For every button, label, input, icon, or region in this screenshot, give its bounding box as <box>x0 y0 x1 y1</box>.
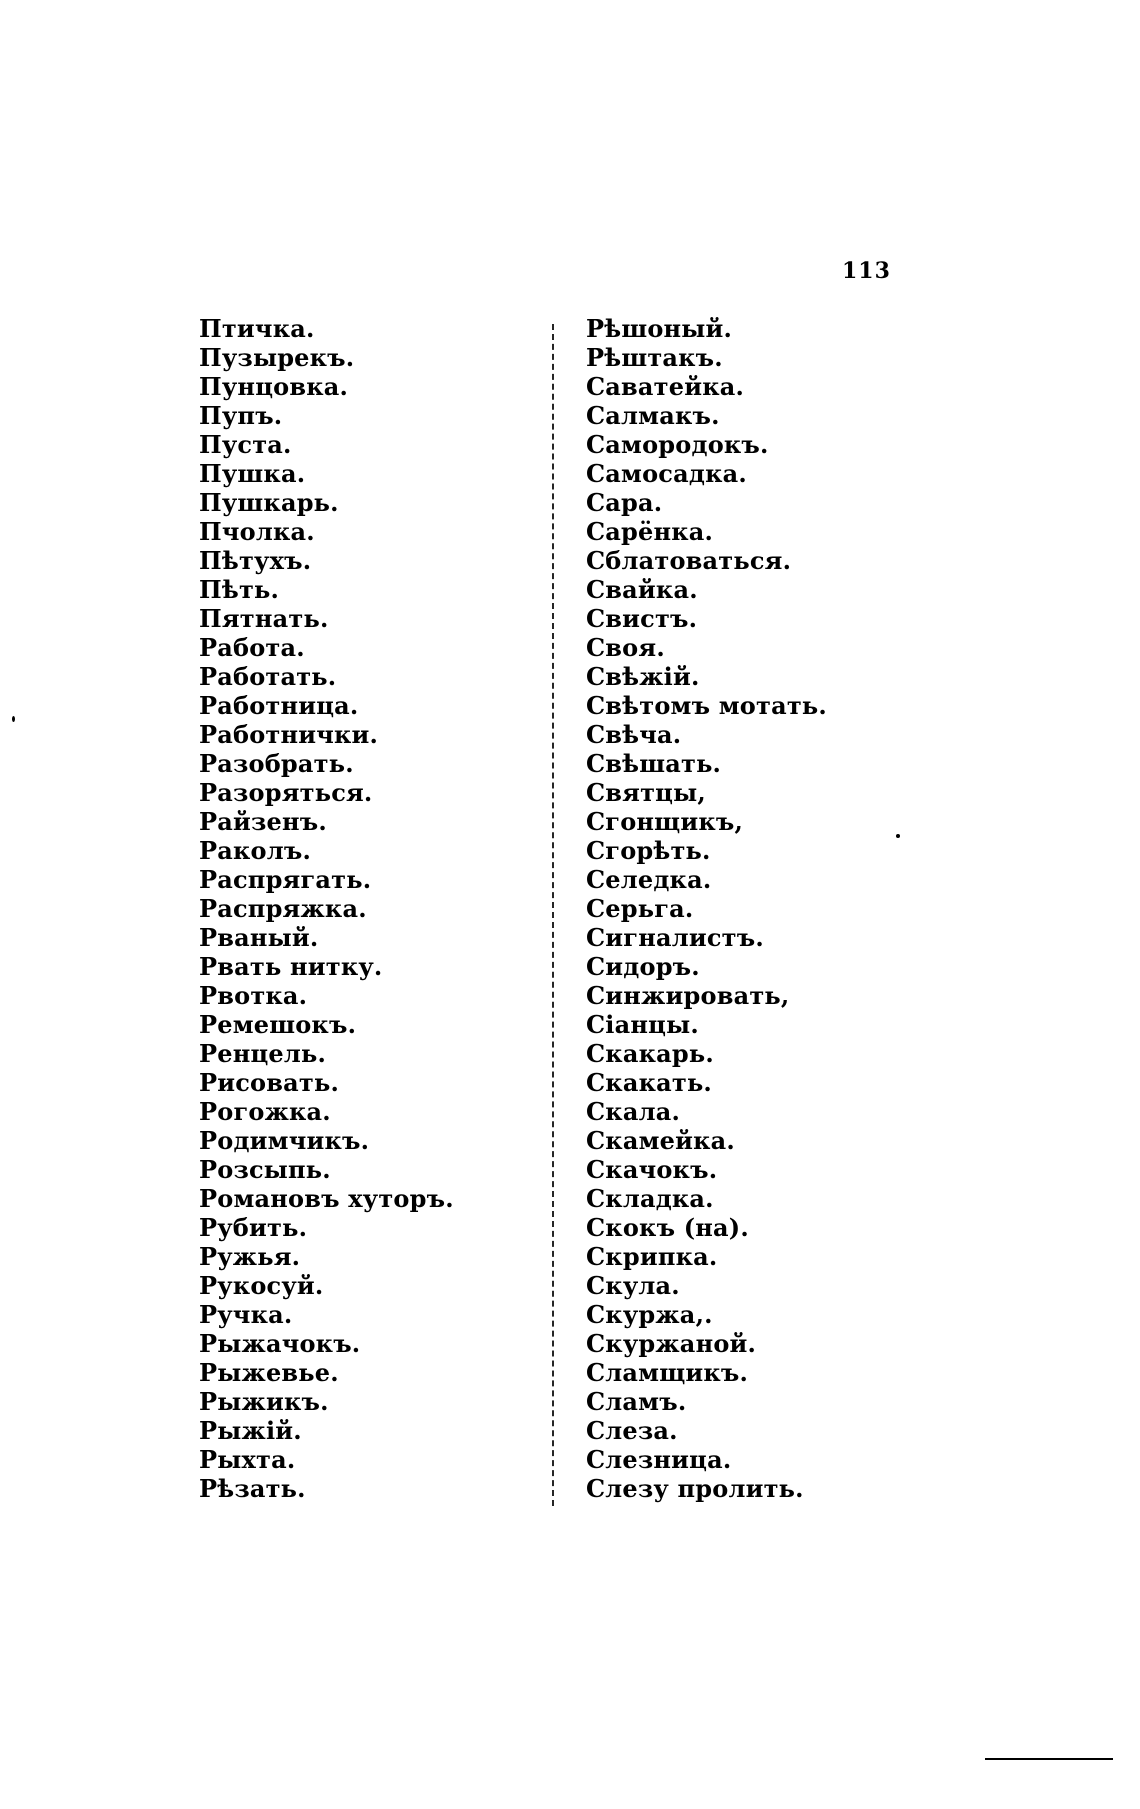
scan-speck <box>896 834 900 838</box>
word-entry: Свѣшать. <box>586 749 722 778</box>
word-entry: Сгонщикъ, <box>586 807 744 836</box>
word-entry: Скакарь. <box>586 1039 714 1068</box>
word-entry: Синжировать, <box>586 981 790 1010</box>
word-entry: Ренцель. <box>199 1039 327 1068</box>
word-entry: Рвотка. <box>199 981 308 1010</box>
word-entry: Самородокъ. <box>586 430 769 459</box>
word-entry: Сигналистъ. <box>586 923 764 952</box>
word-entry: Своя. <box>586 633 665 662</box>
word-entry: Рыжій. <box>199 1416 302 1445</box>
column-divider <box>552 324 554 1506</box>
word-entry: Рыжикъ. <box>199 1387 329 1416</box>
word-entry: Свистъ. <box>586 604 698 633</box>
word-entry: Сгорѣть. <box>586 836 711 865</box>
word-entry: Пушкарь. <box>199 488 339 517</box>
word-entry: Розсыпь. <box>199 1155 331 1184</box>
word-entry: Свайка. <box>586 575 698 604</box>
word-entry: Рѣзать. <box>199 1474 306 1503</box>
word-entry: Сламщикъ. <box>586 1358 749 1387</box>
word-entry: Слеза. <box>586 1416 678 1445</box>
word-entry: Работа. <box>199 633 305 662</box>
word-entry: Пѣть. <box>199 575 280 604</box>
word-entry: Сарёнка. <box>586 517 714 546</box>
word-entry: Рыжачокъ. <box>199 1329 361 1358</box>
word-entry: Ружья. <box>199 1242 301 1271</box>
word-entry: Рисовать. <box>199 1068 340 1097</box>
word-entry: Пятнать. <box>199 604 329 633</box>
word-entry: Рваный. <box>199 923 319 952</box>
left-word-column <box>199 314 454 1503</box>
scan-speck <box>12 716 15 722</box>
word-entry: Сблатоваться. <box>586 546 792 575</box>
word-entry: Рѣшоный. <box>586 314 733 343</box>
right-word-column <box>586 314 827 1503</box>
word-entry: Скокъ (на). <box>586 1213 749 1242</box>
word-entry: Пѣтухъ. <box>199 546 312 575</box>
word-entry: Складка. <box>586 1184 714 1213</box>
word-entry: Скала. <box>586 1097 681 1126</box>
word-entry: Слезу пролить. <box>586 1474 804 1503</box>
word-entry: Салмакъ. <box>586 401 720 430</box>
word-entry: Скачокъ. <box>586 1155 718 1184</box>
word-entry: Пунцовка. <box>199 372 349 401</box>
word-entry: Рукосуй. <box>199 1271 324 1300</box>
word-entry: Слезница. <box>586 1445 732 1474</box>
word-entry: Селедка. <box>586 865 712 894</box>
word-entry: Романовъ хуторъ. <box>199 1184 454 1213</box>
word-entry: Рвать нитку. <box>199 952 383 981</box>
word-entry: Свѣча. <box>586 720 682 749</box>
word-entry: Распряжка. <box>199 894 367 923</box>
word-entry: Ручка. <box>199 1300 293 1329</box>
word-entry: Сіанцы. <box>586 1010 699 1039</box>
word-entry: Сидоръ. <box>586 952 700 981</box>
page-number: 113 <box>842 258 891 284</box>
word-entry: Ремешокъ. <box>199 1010 357 1039</box>
word-entry: Птичка. <box>199 314 315 343</box>
word-entry: Сара. <box>586 488 663 517</box>
word-entry: Свѣжій. <box>586 662 700 691</box>
word-entry: Святцы, <box>586 778 706 807</box>
word-entry: Скула. <box>586 1271 680 1300</box>
word-entry: Рубить. <box>199 1213 308 1242</box>
word-entry: Скакать. <box>586 1068 712 1097</box>
word-entry: Работница. <box>199 691 359 720</box>
word-entry: Серьга. <box>586 894 694 923</box>
footer-rule <box>985 1758 1113 1760</box>
word-entry: Разоряться. <box>199 778 373 807</box>
word-entry: Пчолка. <box>199 517 315 546</box>
word-entry: Рыхта. <box>199 1445 296 1474</box>
word-entry: Пушка. <box>199 459 306 488</box>
word-entry: Рѣштакъ. <box>586 343 723 372</box>
word-entry: Рыжевье. <box>199 1358 339 1387</box>
word-entry: Свѣтомъ мотать. <box>586 691 827 720</box>
word-entry: Саватейка. <box>586 372 745 401</box>
word-entry: Родимчикъ. <box>199 1126 370 1155</box>
word-entry: Пупъ. <box>199 401 283 430</box>
word-entry: Работать. <box>199 662 337 691</box>
word-entry: Раколъ. <box>199 836 312 865</box>
word-entry: Скамейка. <box>586 1126 735 1155</box>
word-entry: Скрипка. <box>586 1242 718 1271</box>
word-entry: Сламъ. <box>586 1387 687 1416</box>
word-entry: Скуржаной. <box>586 1329 757 1358</box>
word-entry: Пузырекъ. <box>199 343 355 372</box>
word-entry: Распрягать. <box>199 865 372 894</box>
word-entry: Пуста. <box>199 430 292 459</box>
word-entry: Рогожка. <box>199 1097 331 1126</box>
word-entry: Самосадка. <box>586 459 747 488</box>
word-entry: Райзенъ. <box>199 807 327 836</box>
word-entry: Работнички. <box>199 720 379 749</box>
word-entry: Скуржа,. <box>586 1300 713 1329</box>
word-entry: Разобрать. <box>199 749 354 778</box>
